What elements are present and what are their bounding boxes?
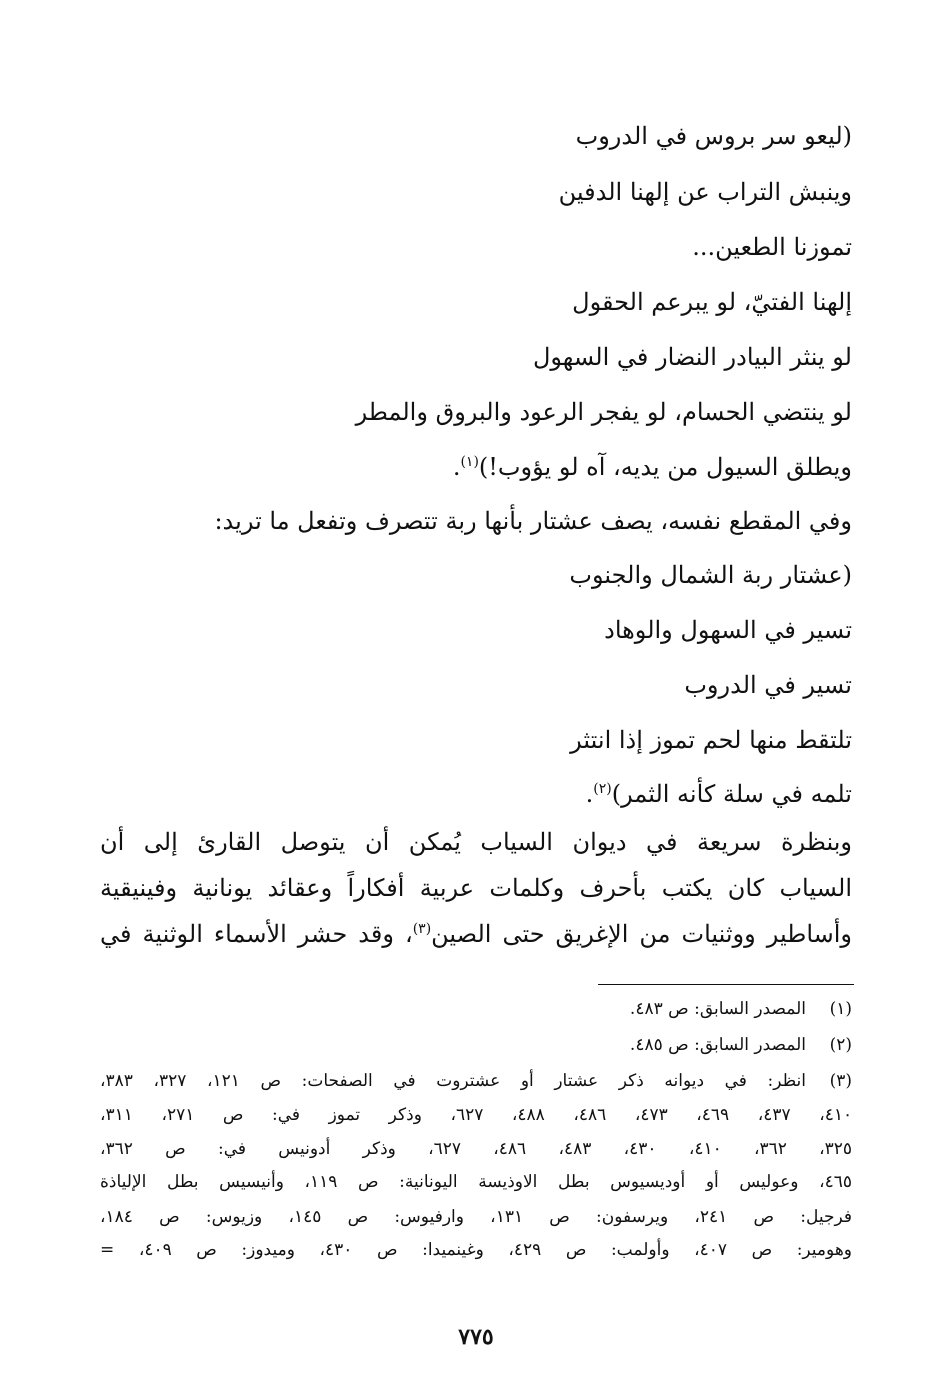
intro-line: وفي المقطع نفسه، يصف عشتار بأنها ربة تتصرف وتفعل ما تريد: — [214, 507, 852, 535]
paragraph-text: وأساطير ووثنيات من الإغريق حتى الصين — [431, 920, 852, 948]
footnote-separator — [598, 984, 854, 985]
footnote-text: المصدر السابق: ص ٤٨٣. — [629, 999, 806, 1019]
page-number: ٧٧٥ — [458, 1324, 494, 1350]
footnote-text: المصدر السابق: ص ٤٨٥. — [629, 1035, 806, 1055]
poem-line: لو ينتضي الحسام، لو يفجر الرعود والبروق والمطر — [355, 398, 852, 426]
footnote-text-line: ٤٦٥، وعوليس أو أوديسيوس بطل الاوذيسة اليونانية: ص ١١٩، وأنيسيس بطل الإلياذة — [100, 1172, 852, 1192]
end-punctuation: . — [585, 780, 594, 808]
poem-line-with-footnote — [453, 455, 852, 479]
footnote-text-line: فرجيل: ص ٢٤١، ويرسفون: ص ١٣١، وارفيوس: ص ١٤٥، وزيوس: ص ١٨٤، — [100, 1207, 852, 1227]
paragraph-text: ، وقد حشر الأسماء الوثنية في — [100, 920, 413, 948]
footnote-number: (٣) — [829, 1071, 852, 1091]
poem-line-with-footnote — [586, 782, 852, 806]
footnote-number: (٢) — [829, 1035, 852, 1055]
footnote-mark: (٣) — [412, 921, 432, 937]
footnote-text-line: انظر: في ديوانه ذكر عشتار أو عشتروت في الصفحات: ص ١٢١، ٣٢٧، ٣٨٣، — [100, 1071, 807, 1091]
footnote-mark: (٢) — [593, 781, 612, 797]
paragraph-line: وبنظرة سريعة في ديوان السياب يُمكن أن يتوصل القارئ إلى أن — [100, 828, 852, 856]
poem-text: تلمه في سلة كأنه الثمر) — [611, 780, 852, 808]
paragraph-line — [100, 922, 852, 946]
poem-line: تسير في السهول والوهاد — [604, 616, 852, 644]
footnote-mark: (١) — [460, 454, 479, 470]
paragraph-line: السياب كان يكتب بأحرف وكلمات عربية أفكاراً وعقائد يونانية وفينيقية — [100, 874, 852, 902]
footnote-number: (١) — [829, 999, 852, 1019]
footnote-text-line: وهومير: ص ٤٠٧، وأولمب: ص ٤٢٩، وغينميدا: ص ٤٣٠، وميدوز: ص ٤٠٩، = — [100, 1240, 852, 1260]
end-punctuation: . — [452, 453, 461, 481]
poem-text: ويطلق السيول من يديه، آه لو يؤوب!) — [478, 453, 852, 481]
poem-line: تلتقط منها لحم تموز إذا انتثر — [570, 726, 852, 754]
poem-line: تسير في الدروب — [684, 671, 852, 699]
poem-line: (ليعو سر بروس في الدروب — [575, 122, 852, 150]
poem-line: لو ينثر البيادر النضار في السهول — [532, 343, 852, 371]
footnote-text-line: ٣٢٥، ٣٦٢، ٤١٠، ٤٣٠، ٤٨٣، ٤٨٦، ٦٢٧، وذكر أدونيس في: ص ٣٦٢، — [100, 1139, 853, 1159]
poem-line: (عشتار ربة الشمال والجنوب — [569, 561, 852, 589]
poem-line: إلهنا الفتيّ، لو يبرعم الحقول — [572, 288, 852, 316]
poem-line: وينبش التراب عن إلهنا الدفين — [558, 178, 852, 206]
footnote-text-line: ٤١٠، ٤٣٧، ٤٦٩، ٤٧٣، ٤٨٦، ٤٨٨، ٦٢٧، وذكر تموز في: ص ٢٧١، ٣١١، — [100, 1105, 853, 1125]
poem-line: تموزنا الطعين... — [692, 233, 852, 261]
